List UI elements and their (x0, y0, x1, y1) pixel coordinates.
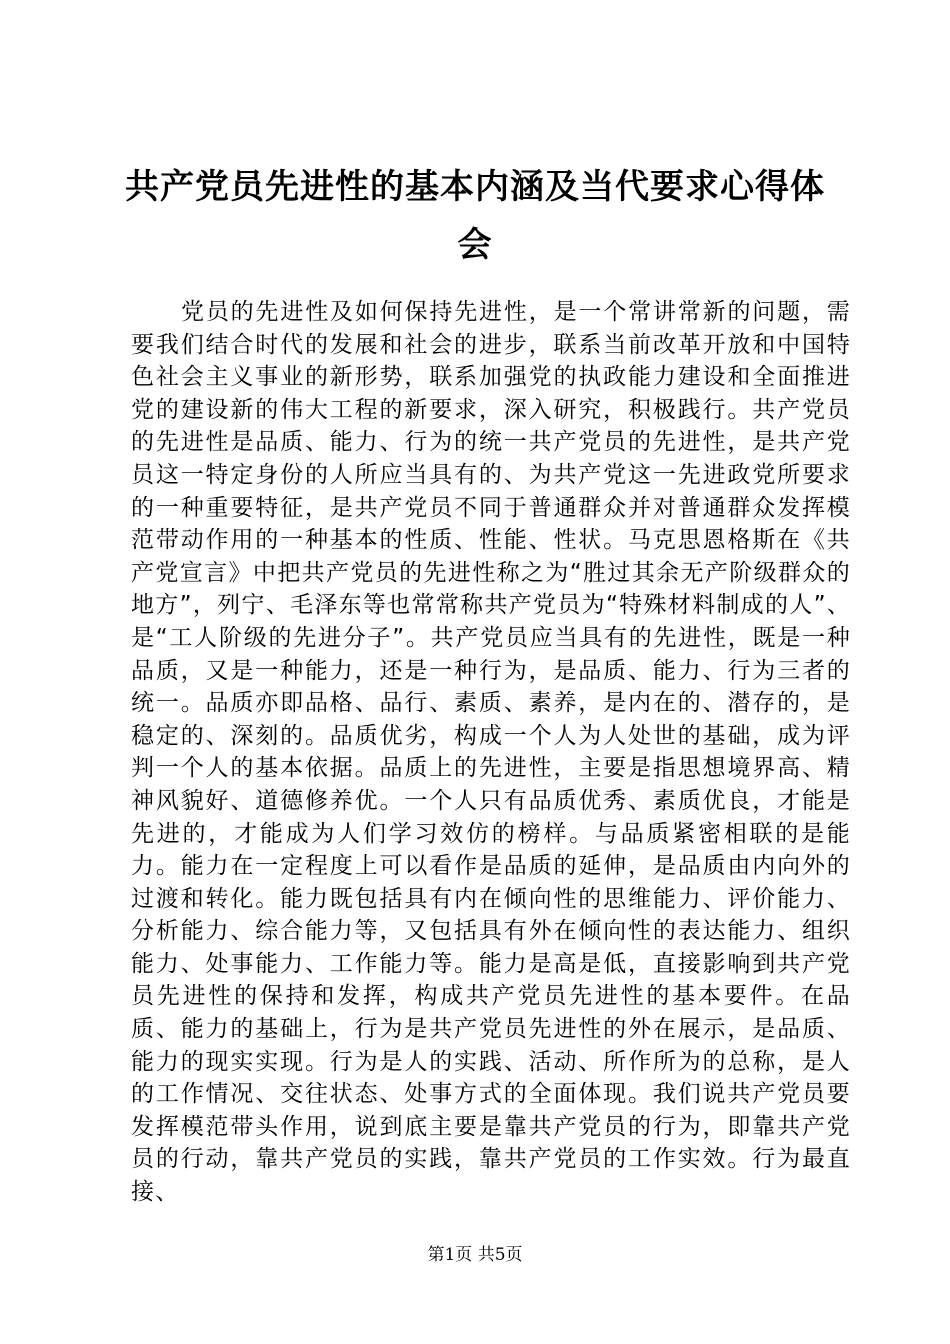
document-body-paragraph: 党员的先进性及如何保持先进性，是一个常讲常新的问题，需要我们结合时代的发展和社会的进步，联系当前改革开放和中国特色社会主义事业的新形势，联系加强党的执政能力建设和全面推进党的建设新的伟大工程的新要求，深入研究，积极践行。共产党员的先进性是品质、能力、行为的统一共产党员的先进性，是共产党员这一特定身份的人所应当具有的、为共产党这一先进政党所要求的一种重要特征，是共产党员不同于普通群众并对普通群众发挥模范带动作用的一种基本的性质、性能、性状。马克思恩格斯在《共产党宣言》中把共产党员的先进性称之为“胜过其余无产阶级群众的地方”，列宁、毛泽东等也常常称共产党员为“特殊材料制成的人”、是“工人阶级的先进分子”。共产党员应当具有的先进性，既是一种品质，又是一种能力，还是一种行为，是品质、能力、行为三者的统一。品质亦即品格、品行、素质、素养，是内在的、潜存的，是稳定的、深刻的。品质优劣，构成一个人为人处世的基础，成为评判一个人的基本依据。品质上的先进性，主要是指思想境界高、精神风貌好、道德修养优。一个人只有品质优秀、素质优良，才能是先进的，才能成为人们学习效仿的榜样。与品质紧密相联的是能力。能力在一定程度上可以看作是品质的延伸，是品质由内向外的过渡和转化。能力既包括具有内在倾向性的思维能力、评价能力、分析能力、综合能力等，又包括具有外在倾向性的表达能力、组织能力、处事能力、工作能力等。能力是高是低，直接影响到共产党员先进性的保持和发挥，构成共产党员先进性的基本要件。在品质、能力的基础上，行为是共产党员先进性的外在展示，是品质、能力的现实实现。行为是人的实践、活动、所作所为的总称，是人的工作情况、交往状态、处事方式的全面体现。我们说共产党员要发挥模范带头作用，说到底主要是靠共产党员的行为，即靠共产党员的行动，靠共产党员的实践，靠共产党员的工作实效。行为最直接、 (131, 299, 851, 1206)
page-footer: 第1页 共5页 (427, 1245, 523, 1265)
document-title: 共产党员先进性的基本内涵及当代要求心得体会 (125, 167, 825, 265)
